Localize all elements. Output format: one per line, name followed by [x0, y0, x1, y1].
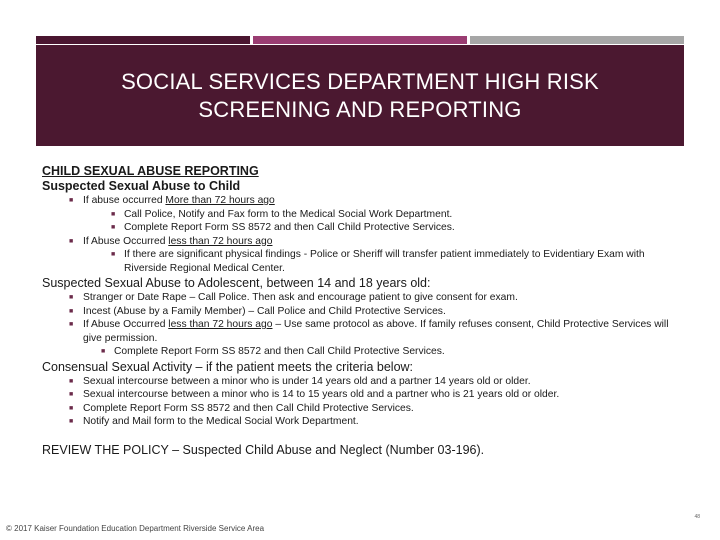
consensual-section-title: Consensual Sexual Activity – if the patient meets the criteria below:	[42, 359, 414, 374]
list-item: ■ Notify and Mail form to the Medical Social Work Department.	[83, 415, 682, 429]
child-list	[42, 194, 682, 208]
list-item: ■ If Abuse Occurred less than 72 hours ago	[83, 235, 682, 249]
list-item: ■ Stranger or Date Rape – Call Police. Then ask and encourage patient to give consent for exam.	[83, 291, 682, 305]
list-item: ■ If abuse occurred More than 72 hours ago	[83, 194, 682, 208]
consensual-list	[42, 375, 682, 429]
list-item: ■ Sexual intercourse between a minor who is 14 to 15 years old and a partner who is 21 years old or older.	[83, 388, 682, 402]
page-number: 48	[694, 514, 700, 520]
list-item: ■ Complete Report Form SS 8572 and then Call Child Protective Services.	[124, 221, 682, 235]
title-line-1: SOCIAL SERVICES DEPARTMENT HIGH RISK	[121, 68, 599, 94]
slide-title	[121, 68, 599, 124]
slide-content	[42, 164, 682, 458]
decorative-top-bars	[36, 36, 684, 44]
child-list-2	[42, 235, 682, 249]
adolescent-section-title: Suspected Sexual Abuse to Adolescent, between 14 and 18 years old:	[42, 276, 431, 290]
list-item: ■ Sexual intercourse between a minor who is under 14 years old and a partner 14 years old or older.	[83, 375, 682, 389]
review-policy-text: REVIEW THE POLICY – Suspected Child Abuse and Neglect (Number 03-196).	[42, 442, 485, 457]
child-sublist-1	[42, 208, 682, 235]
list-item: ■ If there are significant physical findings - Police or Sheriff will transfer patient immediately to Evidentiary Exam with Riverside Regional Medical Center.	[124, 248, 682, 275]
list-item: ■ Complete Report Form SS 8572 and then Call Child Protective Services.	[114, 345, 682, 359]
list-item: ■ Incest (Abuse by a Family Member) – Call Police and Child Protective Services.	[83, 305, 682, 319]
list-item: ■ If Abuse Occurred less than 72 hours ago – Use same protocol as above. If family refuses consent, Child Protective Services will give permission.	[83, 318, 682, 345]
top-bar-gray	[470, 36, 684, 44]
adolescent-sublist	[42, 345, 682, 359]
title-line-2: SCREENING AND REPORTING	[198, 96, 522, 122]
list-item: ■ Call Police, Notify and Fax form to the Medical Social Work Department.	[124, 208, 682, 222]
top-bar-magenta	[253, 36, 467, 44]
top-bar-dark	[36, 36, 250, 44]
footer-copyright: © 2017 Kaiser Foundation Education Department Riverside Service Area	[6, 524, 265, 533]
child-section-title: Suspected Sexual Abuse to Child	[42, 179, 241, 193]
title-banner	[36, 45, 684, 146]
adolescent-list	[42, 291, 682, 345]
child-sublist-2	[42, 248, 682, 275]
list-item: ■ Complete Report Form SS 8572 and then Call Child Protective Services.	[83, 402, 682, 416]
section-heading: CHILD SEXUAL ABUSE REPORTING	[42, 164, 259, 178]
